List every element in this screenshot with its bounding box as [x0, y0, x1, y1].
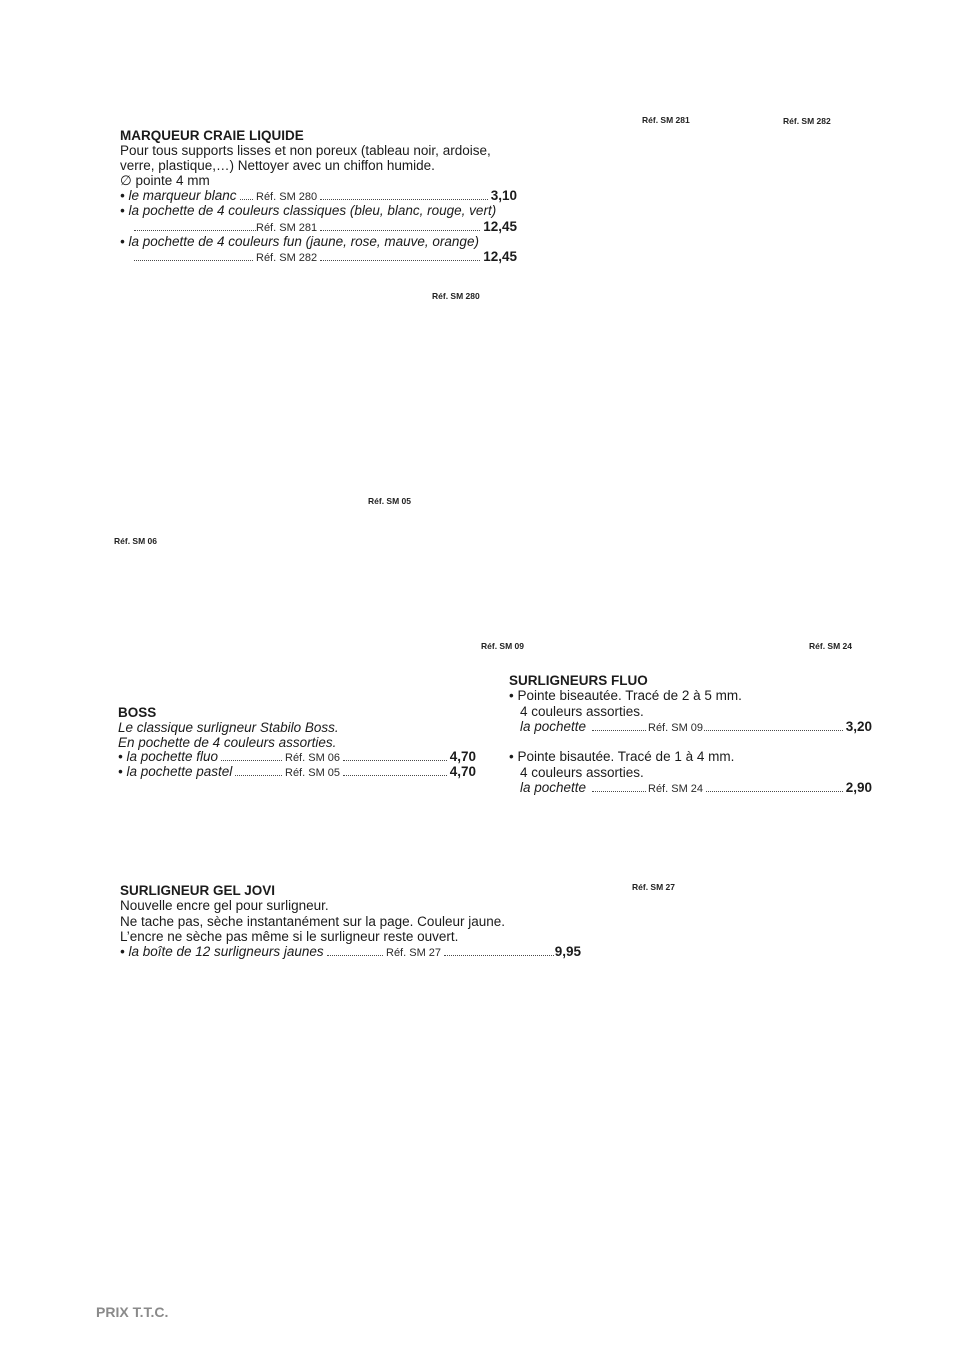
item-label: • la pochette fluo — [118, 749, 219, 765]
section-title: MARQUEUR CRAIE LIQUIDE — [120, 128, 304, 143]
dot-leader — [704, 730, 843, 731]
item-price: 4,70 — [449, 749, 476, 765]
section-title: SURLIGNEURS FLUO — [509, 673, 648, 688]
item-ref: Réf. SM 280 — [256, 191, 318, 204]
feature-line: • Pointe biseautée. Tracé de 2 à 5 mm. — [509, 688, 742, 704]
item-price: 12,45 — [483, 218, 517, 234]
dot-leader — [134, 230, 256, 231]
item-price: 9,95 — [554, 944, 581, 959]
dot-leader — [343, 775, 447, 776]
price-line-label-group — [118, 765, 285, 780]
dot-leader — [706, 791, 843, 792]
description-line: Nouvelle encre gel pour surligneur. — [120, 898, 329, 914]
image-ref-sm06: Réf. SM 06 — [114, 536, 157, 546]
price-line-label-group — [520, 719, 648, 734]
item-price: 3,20 — [845, 718, 872, 734]
price-line — [520, 780, 872, 795]
item-label: • la boîte de 12 surligneurs jaunes — [120, 944, 324, 959]
item-ref: Réf. SM 281 — [256, 221, 318, 234]
price-line — [120, 188, 517, 203]
dot-leader — [134, 260, 253, 261]
item-ref: Réf. SM 24 — [648, 783, 704, 796]
item-ref: Réf. SM 27 — [386, 947, 442, 959]
description-line: Pour tous supports lisses et non poreux (tableau noir, ardoise, — [120, 143, 491, 159]
item-ref: Réf. SM 282 — [256, 251, 318, 264]
dot-leader — [320, 260, 480, 261]
item-ref: Réf. SM 05 — [285, 767, 341, 780]
item-ref: Réf. SM 06 — [285, 752, 341, 765]
image-ref-sm05: Réf. SM 05 — [368, 496, 411, 506]
dot-leader — [320, 230, 480, 231]
price-line — [520, 719, 872, 734]
image-ref-sm280: Réf. SM 280 — [432, 291, 480, 301]
price-line-label-group — [120, 230, 256, 231]
description-line: verre, plastique,…) Nettoyer avec un chiffon humide. — [120, 158, 435, 174]
item-price: 3,10 — [490, 188, 517, 204]
price-line — [118, 750, 476, 765]
item-label: • la pochette pastel — [118, 764, 233, 780]
item-label: • la pochette de 4 couleurs fun (jaune, rose, mauve, orange) — [120, 233, 479, 249]
colors-line: 4 couleurs assorties. — [520, 703, 644, 719]
dot-leader — [235, 775, 282, 776]
dot-leader — [327, 955, 383, 956]
dot-leader — [240, 199, 253, 200]
item-price: 2,90 — [845, 780, 872, 796]
section-title: SURLIGNEUR GEL JOVI — [120, 883, 276, 898]
surligneur-gel-jovi-section — [120, 883, 581, 959]
item-label: • la pochette de 4 couleurs classiques (bleu, blanc, rouge, vert) — [120, 203, 497, 219]
boss-section — [118, 706, 476, 780]
description-line: L’encre ne sèche pas même si le surligneur reste ouvert. — [120, 928, 459, 944]
price-line-label-group — [120, 188, 256, 203]
image-ref-sm282: Réf. SM 282 — [783, 116, 831, 126]
spacer-line — [509, 734, 872, 749]
image-ref-sm24: Réf. SM 24 — [809, 641, 852, 651]
description-line: En pochette de 4 couleurs assorties. — [118, 734, 337, 750]
dot-leader — [221, 760, 282, 761]
tip-size: ∅ pointe 4 mm — [120, 173, 210, 189]
dot-leader — [343, 760, 447, 761]
image-ref-sm09: Réf. SM 09 — [481, 641, 524, 651]
marqueur-craie-section — [120, 128, 517, 264]
item-label: la pochette — [520, 780, 587, 796]
price-line-label-group — [118, 750, 285, 765]
item-label: • le marqueur blanc — [120, 188, 237, 204]
price-line-label-group — [120, 944, 386, 959]
price-line — [118, 765, 476, 780]
dot-leader — [444, 955, 554, 956]
image-ref-sm27: Réf. SM 27 — [632, 882, 675, 892]
dot-leader — [592, 791, 646, 792]
item-price: 12,45 — [483, 248, 517, 264]
price-line — [120, 944, 581, 959]
image-ref-sm281: Réf. SM 281 — [642, 115, 690, 125]
section-title: BOSS — [118, 705, 157, 720]
item-label: la pochette — [520, 718, 587, 734]
item-ref: Réf. SM 09 — [648, 721, 704, 734]
dot-leader — [320, 199, 488, 200]
description-line: Ne tache pas, sèche instantanément sur la page. Couleur jaune. — [120, 913, 505, 929]
price-line — [120, 249, 517, 264]
price-line — [120, 219, 517, 234]
colors-line: 4 couleurs assorties. — [520, 764, 644, 780]
item-price: 4,70 — [449, 764, 476, 780]
price-notice: PRIX T.T.C. — [96, 1304, 169, 1320]
price-line-label-group — [520, 780, 648, 795]
price-line-label-group — [120, 260, 256, 261]
surligneurs-fluo-section — [509, 673, 872, 795]
description-line: Le classique surligneur Stabilo Boss. — [118, 719, 339, 735]
dot-leader — [592, 730, 646, 731]
feature-line: • Pointe bisautée. Tracé de 1 à 4 mm. — [509, 749, 735, 765]
